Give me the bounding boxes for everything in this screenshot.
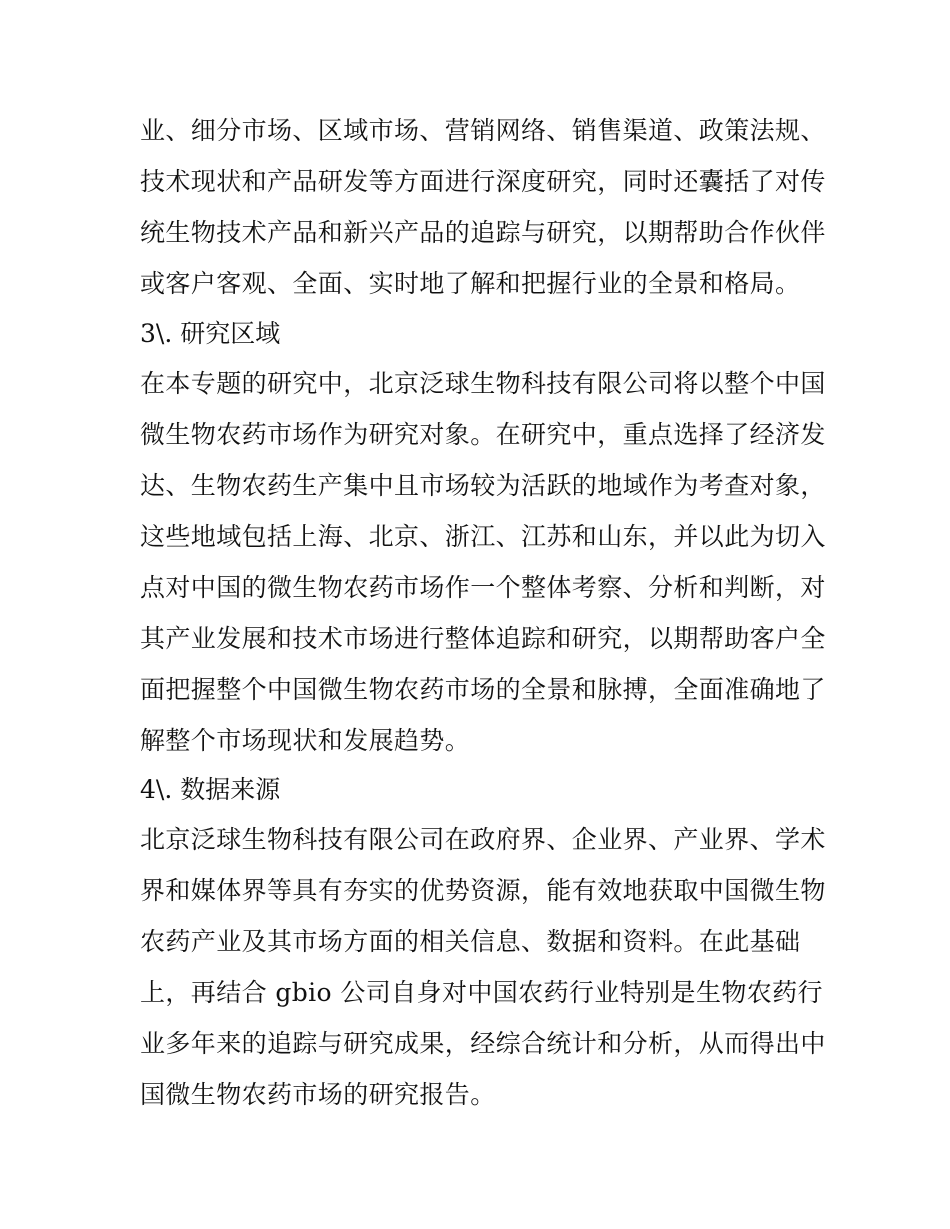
paragraph-section3-line-7: 面把握整个中国微生物农药市场的全景和脉搏，全面准确地了 [140, 675, 826, 704]
paragraph-section4-line-3: 农药产业及其市场方面的相关信息、数据和资料。在此基础 [140, 927, 801, 956]
paragraph-intro-line-4: 或客户客观、全面、实时地了解和把握行业的全景和格局。 [140, 269, 801, 298]
section-4-heading: 4\. 数据来源 [140, 775, 281, 804]
paragraph-section4-line-2: 界和媒体界等具有夯实的优势资源，能有效地获取中国微生物 [140, 876, 826, 905]
paragraph-section3-line-4: 这些地域包括上海、北京、浙江、江苏和山东，并以此为切入 [140, 522, 826, 551]
paragraph-section3-line-3: 达、生物农药生产集中且市场较为活跃的地域作为考查对象， [140, 471, 826, 500]
paragraph-section3-line-1: 在本专题的研究中，北京泛球生物科技有限公司将以整个中国 [140, 369, 826, 398]
paragraph-section4-line-5: 业多年来的追踪与研究成果，经综合统计和分析，从而得出中 [140, 1029, 826, 1058]
section-3-heading: 3\. 研究区域 [140, 319, 281, 348]
paragraph-intro-line-1: 业、细分市场、区域市场、营销网络、销售渠道、政策法规、 [140, 116, 826, 145]
paragraph-section3-line-5: 点对中国的微生物农药市场作一个整体考察、分析和判断，对 [140, 573, 826, 602]
paragraph-section4-line-4: 上，再结合 gbio 公司自身对中国农药行业特别是生物农药行 [140, 978, 823, 1007]
paragraph-section3-line-8: 解整个市场现状和发展趋势。 [140, 726, 471, 755]
paragraph-section3-line-6: 其产业发展和技术市场进行整体追踪和研究，以期帮助客户全 [140, 624, 826, 653]
paragraph-intro-line-2: 技术现状和产品研发等方面进行深度研究，同时还囊括了对传 [140, 167, 826, 196]
paragraph-section3-line-2: 微生物农药市场作为研究对象。在研究中，重点选择了经济发 [140, 420, 826, 449]
paragraph-section4-line-1: 北京泛球生物科技有限公司在政府界、企业界、产业界、学术 [140, 825, 826, 854]
paragraph-section4-line-6: 国微生物农药市场的研究报告。 [140, 1080, 496, 1109]
paragraph-intro-line-3: 统生物技术产品和新兴产品的追踪与研究，以期帮助合作伙伴 [140, 218, 826, 247]
